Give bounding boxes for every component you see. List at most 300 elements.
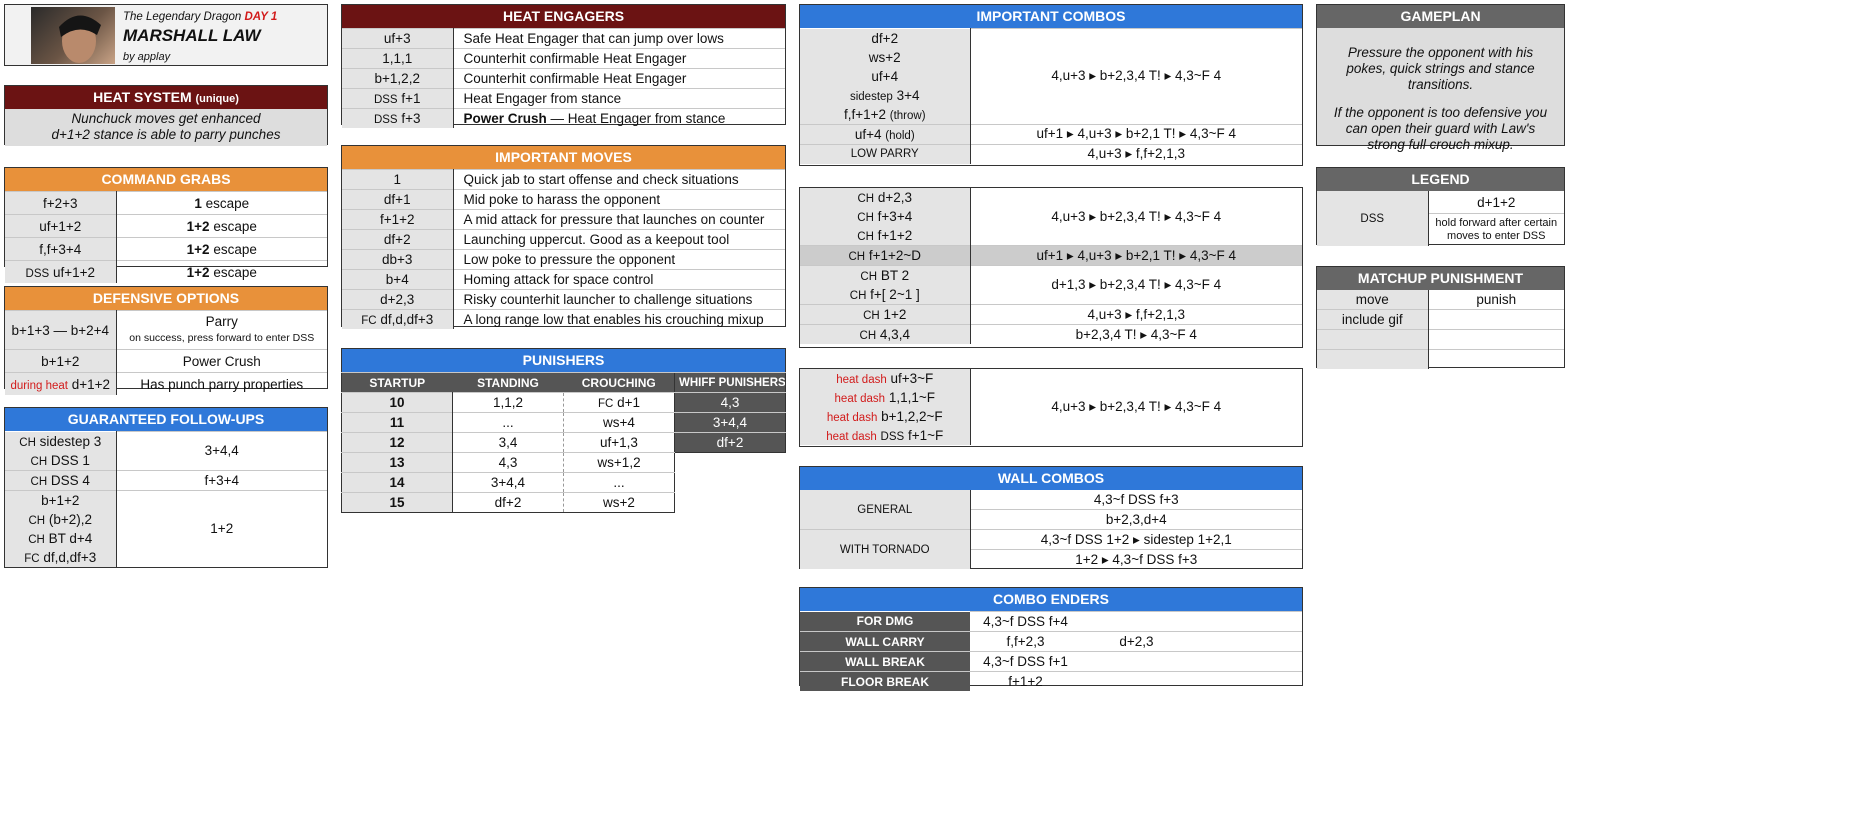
grab-input bbox=[5, 261, 116, 284]
escape-text: escape bbox=[213, 218, 257, 234]
gameplan-panel bbox=[1316, 4, 1565, 152]
table-row bbox=[342, 290, 785, 310]
table-row bbox=[800, 266, 1302, 286]
launcher-input bbox=[800, 105, 970, 125]
heat-engagers-panel bbox=[341, 4, 786, 125]
escape-text: escape bbox=[205, 195, 250, 211]
combo-route: 4,u+3 ▸ f,f+2,1,3 bbox=[970, 305, 1302, 325]
matchup-col-move: move bbox=[1317, 290, 1428, 310]
legend-panel bbox=[1316, 167, 1565, 245]
table-row bbox=[342, 393, 675, 413]
ender-move: f+1+2 bbox=[970, 672, 1081, 692]
startup: 15 bbox=[342, 493, 453, 513]
defense-input bbox=[5, 373, 116, 396]
combo-route: 4,u+3 ▸ b+2,3,4 T! ▸ 4,3~F 4 bbox=[970, 29, 1302, 125]
table-row bbox=[800, 490, 1302, 510]
table-row bbox=[342, 29, 785, 49]
table-row bbox=[800, 325, 1302, 345]
crouching-text: d+1 bbox=[617, 395, 640, 410]
ender-move: 4,3~f DSS f+4 bbox=[970, 612, 1081, 632]
move-input: b+4 bbox=[342, 270, 453, 290]
whiff-punish: df+2 bbox=[675, 433, 786, 453]
stance-prefix: DSS bbox=[880, 431, 905, 443]
table-row bbox=[342, 250, 785, 270]
followup-input bbox=[5, 510, 116, 529]
move-input-text: 1,1,1 bbox=[382, 51, 413, 66]
ender-move bbox=[1192, 652, 1302, 672]
punishers-header: PUNISHERS bbox=[341, 348, 786, 373]
launcher-input bbox=[800, 86, 970, 105]
character-name: MARSHALL LAW bbox=[123, 26, 261, 45]
table-row bbox=[5, 490, 327, 510]
punishers-panel bbox=[341, 348, 786, 510]
legend-desc: hold forward after certain moves to enter DSS bbox=[1428, 214, 1564, 247]
followup-text: DSS 4 bbox=[50, 472, 90, 488]
escape-key: 1+2 bbox=[186, 264, 210, 280]
important-combos-panel bbox=[799, 4, 1303, 166]
table-row bbox=[342, 433, 675, 453]
followup-result: 3+4,4 bbox=[116, 432, 327, 471]
move-input bbox=[342, 310, 453, 330]
move-input: df+1 bbox=[342, 190, 453, 210]
matchup-punish bbox=[1428, 350, 1564, 370]
counterhit-combos-panel bbox=[799, 187, 1303, 348]
standing-punish: 3+4,4 bbox=[453, 473, 564, 493]
table-row bbox=[342, 453, 675, 473]
followup-result: f+3+4 bbox=[116, 470, 327, 490]
move-input: d+2,3 bbox=[342, 290, 453, 310]
launcher-text: f+1~F bbox=[907, 428, 944, 443]
ch-prefix: CH bbox=[859, 330, 877, 342]
startup: 12 bbox=[342, 433, 453, 453]
followup-text: b+1+2 bbox=[41, 492, 80, 508]
grab-escape bbox=[116, 215, 327, 238]
col-whiff: WHIFF PUNISHERS bbox=[675, 373, 786, 393]
stance-prefix: DSS bbox=[373, 114, 398, 126]
move-input bbox=[342, 29, 453, 49]
table-row bbox=[342, 190, 785, 210]
ender-move: 4,3~f DSS f+1 bbox=[970, 652, 1081, 672]
wall-category: GENERAL bbox=[800, 490, 970, 530]
ender-move: d+2,3 bbox=[1081, 632, 1192, 652]
heat-prefix: during heat bbox=[10, 379, 68, 392]
matchup-punish bbox=[1428, 310, 1564, 330]
crouching-punish: ws+4 bbox=[564, 413, 675, 433]
launcher-input: ws+2 bbox=[800, 48, 970, 67]
heat-system-panel bbox=[4, 85, 328, 145]
followup-input bbox=[5, 529, 116, 548]
launcher-text: f+1+2~D bbox=[868, 248, 922, 263]
launcher-text: f+3+4 bbox=[877, 209, 913, 224]
followup-text: df,d,df+3 bbox=[43, 549, 97, 565]
guaranteed-followups-panel bbox=[4, 407, 328, 568]
throw-suffix: (throw) bbox=[889, 109, 926, 122]
escape-text: escape bbox=[213, 241, 257, 257]
heat-system-title: HEAT SYSTEM bbox=[93, 89, 192, 105]
table-row bbox=[342, 270, 785, 290]
move-input: df+2 bbox=[342, 230, 453, 250]
launcher-text: d+2,3 bbox=[877, 190, 913, 205]
col-startup: STARTUP bbox=[342, 373, 453, 393]
table-row bbox=[342, 49, 785, 69]
power-crush-label: Power Crush bbox=[463, 111, 547, 126]
followup-input bbox=[5, 548, 116, 567]
wall-category: WITH TORNADO bbox=[800, 530, 970, 570]
ender-category: FLOOR BREAK bbox=[800, 672, 970, 692]
launcher-text: 1,1,1~F bbox=[888, 390, 935, 405]
gameplan-para2: If the opponent is too defensive you can open their guard with Law's strong full crouch mixup. bbox=[1333, 105, 1548, 152]
table-row bbox=[1317, 191, 1564, 214]
launcher-text: f+[ 2~1 ] bbox=[870, 287, 920, 302]
table-header-row bbox=[675, 373, 786, 393]
followup-input bbox=[5, 451, 116, 471]
launcher-text: 3+4 bbox=[896, 87, 920, 103]
combos-header: IMPORTANT COMBOS bbox=[800, 5, 1302, 28]
wall-route: 4,3~f DSS 1+2 ▸ sidestep 1+2,1 bbox=[970, 530, 1302, 550]
table-row bbox=[800, 305, 1302, 325]
matchup-punish bbox=[1428, 330, 1564, 350]
standing-punish: 4,3 bbox=[453, 453, 564, 473]
move-input-text: f+3 bbox=[401, 111, 421, 126]
followup-text: DSS 1 bbox=[50, 452, 90, 468]
table-row bbox=[5, 311, 327, 350]
ch-launcher bbox=[800, 188, 970, 207]
move-input bbox=[342, 49, 453, 69]
move-input: db+3 bbox=[342, 250, 453, 270]
heat-dash-prefix: heat dash bbox=[826, 412, 878, 424]
crouching-punish bbox=[564, 393, 675, 413]
table-row bbox=[800, 530, 1302, 550]
combo-route: 4,u+3 ▸ b+2,3,4 T! ▸ 4,3~F 4 bbox=[1051, 208, 1222, 224]
grab-escape bbox=[116, 192, 327, 215]
heat-dash-input bbox=[800, 426, 970, 445]
author: by applay bbox=[123, 51, 171, 63]
table-header-row bbox=[342, 373, 675, 393]
ch-launcher bbox=[800, 226, 970, 246]
important-moves-panel bbox=[341, 145, 786, 327]
table-row bbox=[342, 493, 675, 513]
heat-system-note bbox=[5, 109, 327, 146]
fc-prefix: FC bbox=[24, 552, 40, 565]
wall-route: 1+2 ▸ 4,3~f DSS f+3 bbox=[970, 550, 1302, 570]
table-row bbox=[800, 612, 1302, 632]
table-row bbox=[675, 413, 786, 433]
wall-combos-panel bbox=[799, 466, 1303, 569]
heat-dash-input bbox=[800, 388, 970, 407]
move-input bbox=[342, 109, 453, 129]
hold-suffix: (hold) bbox=[885, 129, 915, 142]
table-row bbox=[342, 109, 785, 129]
table-row bbox=[800, 124, 1302, 144]
table-row bbox=[675, 393, 786, 413]
matchup-move bbox=[1317, 330, 1428, 350]
launcher-text: BT 2 bbox=[880, 268, 910, 283]
move-desc: A long range low that enables his crouching mixup bbox=[453, 310, 785, 330]
table-row bbox=[5, 432, 327, 451]
ender-move bbox=[1192, 632, 1302, 652]
legend-input: d+1+2 bbox=[1477, 194, 1516, 210]
defense-input-text: d+1+2 bbox=[71, 376, 111, 392]
move-desc: Counterhit confirmable Heat Engager bbox=[453, 69, 785, 89]
combo-route: b+2,3,4 T! ▸ 4,3~F 4 bbox=[970, 325, 1302, 345]
gameplan-header: GAMEPLAN bbox=[1317, 5, 1564, 28]
move-desc: Homing attack for space control bbox=[453, 270, 785, 290]
table-row bbox=[1317, 310, 1564, 330]
ch-prefix: CH bbox=[857, 193, 875, 205]
combo-route: uf+1 ▸ 4,u+3 ▸ b+2,1 T! ▸ 4,3~F 4 bbox=[970, 124, 1302, 144]
grab-input: uf+1+2 bbox=[5, 215, 116, 238]
table-row bbox=[675, 433, 786, 453]
combo-enders-panel bbox=[799, 587, 1303, 689]
defense-input: b+1+2 bbox=[5, 350, 116, 373]
whiff-punish: 3+4,4 bbox=[675, 413, 786, 433]
launcher-input: LOW PARRY bbox=[800, 144, 970, 164]
defense-input: b+1+3 — b+2+4 bbox=[5, 311, 116, 350]
defense-desc: Power Crush bbox=[116, 350, 327, 373]
ch-prefix: CH bbox=[30, 475, 48, 488]
move-desc-text: — Heat Engager from stance bbox=[546, 111, 726, 126]
table-row bbox=[800, 672, 1302, 692]
followup-text: (b+2),2 bbox=[48, 511, 93, 527]
standing-punish: 1,1,2 bbox=[453, 393, 564, 413]
ch-prefix: CH bbox=[849, 290, 867, 302]
ch-prefix: CH bbox=[19, 436, 36, 449]
ch-launcher bbox=[800, 325, 970, 345]
ender-move bbox=[1192, 612, 1302, 632]
table-row bbox=[800, 632, 1302, 652]
wall-route: 4,3~f DSS f+3 bbox=[1093, 492, 1179, 507]
ch-launcher bbox=[800, 285, 970, 305]
followup-input bbox=[5, 490, 116, 510]
wall-combos-header: WALL COMBOS bbox=[800, 467, 1302, 490]
heat-dash-input bbox=[800, 407, 970, 426]
matchup-punishment-panel bbox=[1316, 266, 1565, 368]
defense-sub: on success, press forward to enter DSS bbox=[129, 332, 315, 344]
launcher-text: f,f+1+2 bbox=[843, 106, 886, 122]
fc-prefix: FC bbox=[597, 398, 614, 410]
wall-route: b+2,3,d+4 bbox=[970, 510, 1302, 530]
move-desc: Safe Heat Engager that can jump over lows bbox=[453, 29, 785, 49]
launcher-text: b+1,2,2~F bbox=[881, 409, 943, 424]
escape-text: escape bbox=[213, 264, 257, 280]
move-input-text: uf+3 bbox=[383, 31, 411, 46]
move-input-text: b+1,2,2 bbox=[374, 71, 420, 86]
startup: 10 bbox=[342, 393, 453, 413]
face-icon bbox=[31, 7, 115, 64]
grab-input-text: uf+1+2 bbox=[52, 264, 95, 280]
move-input bbox=[342, 89, 453, 109]
character-portrait bbox=[31, 7, 115, 64]
crouching-punish: ws+1,2 bbox=[564, 453, 675, 473]
launcher-text: 4,3,4 bbox=[879, 327, 910, 342]
guaranteed-header: GUARANTEED FOLLOW-UPS bbox=[5, 408, 327, 431]
crouching-punish: uf+1,3 bbox=[564, 433, 675, 453]
followup-text: BT d+4 bbox=[48, 530, 93, 546]
table-row bbox=[342, 473, 675, 493]
heat-dash-combos-panel bbox=[799, 368, 1303, 447]
table-row bbox=[5, 470, 327, 490]
launcher-text: uf+3~F bbox=[890, 371, 934, 386]
move-desc: A mid attack for pressure that launches on counter bbox=[453, 210, 785, 230]
grab-escape bbox=[116, 238, 327, 261]
escape-key: 1 bbox=[194, 195, 202, 211]
heat-system-tag: (unique) bbox=[195, 93, 239, 105]
fc-prefix: FC bbox=[361, 315, 377, 327]
move-desc: Counterhit confirmable Heat Engager bbox=[453, 49, 785, 69]
launcher-text: 1+2 bbox=[883, 307, 907, 322]
heat-dash-prefix: heat dash bbox=[826, 431, 877, 443]
table-row bbox=[342, 413, 675, 433]
defense-desc bbox=[116, 311, 327, 350]
command-grabs-header: COMMAND GRABS bbox=[5, 168, 327, 191]
combo-route: uf+1 ▸ 4,u+3 ▸ b+2,1 T! ▸ 4,3~F 4 bbox=[970, 246, 1302, 266]
followup-result: 1+2 bbox=[116, 490, 327, 567]
ch-prefix: CH bbox=[860, 271, 878, 283]
legend-key: DSS bbox=[1317, 191, 1428, 246]
heat-engagers-header: HEAT ENGAGERS bbox=[342, 5, 785, 28]
table-row bbox=[5, 350, 327, 373]
legend-header: LEGEND bbox=[1317, 168, 1564, 191]
defense-desc: Has punch parry properties bbox=[116, 373, 327, 396]
table-row bbox=[342, 170, 785, 190]
table-row bbox=[5, 215, 327, 238]
ch-launcher bbox=[800, 207, 970, 226]
table-row bbox=[5, 238, 327, 261]
table-row bbox=[342, 89, 785, 109]
table-row bbox=[5, 192, 327, 215]
col-standing: STANDING bbox=[453, 373, 564, 393]
defense-name: Parry bbox=[205, 314, 238, 329]
stance-prefix: DSS bbox=[373, 94, 398, 106]
crouching-punish: ... bbox=[564, 473, 675, 493]
defensive-header: DEFENSIVE OPTIONS bbox=[5, 287, 327, 310]
col-crouching: CROUCHING bbox=[564, 373, 675, 393]
standing-punish: ... bbox=[453, 413, 564, 433]
grab-escape bbox=[116, 261, 327, 284]
move-desc: Mid poke to harass the opponent bbox=[453, 190, 785, 210]
move-desc: Risky counterhit launcher to challenge situations bbox=[453, 290, 785, 310]
ender-move: f,f+2,3 bbox=[970, 632, 1081, 652]
grab-input: f,f+3+4 bbox=[5, 238, 116, 261]
launcher-text: uf+4 bbox=[854, 126, 882, 142]
table-row bbox=[1317, 350, 1564, 370]
ch-launcher bbox=[800, 305, 970, 325]
defensive-options-panel bbox=[4, 286, 328, 392]
ender-move bbox=[1081, 672, 1192, 692]
grab-input: f+2+3 bbox=[5, 192, 116, 215]
table-row bbox=[5, 261, 327, 284]
table-row bbox=[5, 373, 327, 396]
matchup-header: MATCHUP PUNISHMENT bbox=[1317, 267, 1564, 290]
move-input: f+1+2 bbox=[342, 210, 453, 230]
ch-prefix: CH bbox=[28, 514, 46, 527]
title-subtitle: The Legendary Dragon bbox=[123, 11, 242, 23]
table-row bbox=[800, 369, 1302, 388]
move-input bbox=[342, 69, 453, 89]
sidestep-prefix: sidestep bbox=[849, 90, 893, 103]
escape-key: 1+2 bbox=[186, 218, 210, 234]
move-input-text: df,d,df+3 bbox=[380, 312, 434, 327]
crouching-punish: ws+2 bbox=[564, 493, 675, 513]
escape-key: 1+2 bbox=[186, 241, 210, 257]
move-desc bbox=[453, 109, 785, 129]
launcher-text: f+1+2 bbox=[877, 228, 913, 243]
heat-note-line2: d+1+2 stance is able to parry punches bbox=[51, 127, 281, 142]
table-row bbox=[342, 310, 785, 330]
title-day: DAY 1 bbox=[244, 11, 278, 23]
table-row bbox=[800, 29, 1302, 48]
ender-category: FOR DMG bbox=[800, 612, 970, 632]
launcher-input: df+2 bbox=[800, 29, 970, 48]
heat-dash-input bbox=[800, 369, 970, 388]
move-desc: Heat Engager from stance bbox=[453, 89, 785, 109]
move-desc: Quick jab to start offense and check situations bbox=[453, 170, 785, 190]
move-input-text: f+1 bbox=[401, 91, 421, 106]
ender-category: WALL CARRY bbox=[800, 632, 970, 652]
combo-route: 4,u+3 ▸ b+2,3,4 T! ▸ 4,3~F 4 bbox=[1051, 399, 1222, 414]
launcher-input: uf+4 bbox=[800, 67, 970, 86]
table-row bbox=[342, 210, 785, 230]
table-row bbox=[800, 188, 1302, 207]
combo-route: d+1,3 ▸ b+2,3,4 T! ▸ 4,3~F 4 bbox=[970, 266, 1302, 305]
ch-prefix: CH bbox=[848, 251, 866, 263]
standing-punish: 3,4 bbox=[453, 433, 564, 453]
followup-text: sidestep 3 bbox=[39, 433, 102, 449]
launcher-input bbox=[800, 124, 970, 144]
startup: 14 bbox=[342, 473, 453, 493]
ch-prefix: CH bbox=[30, 455, 48, 468]
ender-move bbox=[1081, 612, 1192, 632]
combo-route: 4,u+3 ▸ f,f+2,1,3 bbox=[970, 144, 1302, 164]
ender-category: WALL BREAK bbox=[800, 652, 970, 672]
followup-input bbox=[5, 470, 116, 490]
table-row bbox=[800, 144, 1302, 164]
startup: 11 bbox=[342, 413, 453, 433]
ender-move bbox=[1192, 672, 1302, 692]
move-desc: Launching uppercut. Good as a keepout tool bbox=[453, 230, 785, 250]
startup: 13 bbox=[342, 453, 453, 473]
matchup-move: include gif bbox=[1317, 310, 1428, 330]
gameplan-para1: Pressure the opponent with his pokes, quick strings and stance transitions. bbox=[1346, 45, 1535, 92]
table-row bbox=[1317, 290, 1564, 310]
heat-note-line1: Nunchuck moves get enhanced bbox=[71, 111, 261, 126]
heat-dash-prefix: heat dash bbox=[834, 393, 886, 405]
important-moves-header: IMPORTANT MOVES bbox=[342, 146, 785, 169]
ch-launcher bbox=[800, 246, 970, 266]
ender-move bbox=[1081, 652, 1192, 672]
table-row bbox=[1317, 330, 1564, 350]
move-input: 1 bbox=[342, 170, 453, 190]
ch-prefix: CH bbox=[863, 310, 880, 322]
stance-prefix: DSS bbox=[25, 267, 50, 280]
ch-launcher bbox=[800, 266, 970, 286]
table-row bbox=[800, 246, 1302, 266]
command-grabs-panel bbox=[4, 167, 328, 280]
ch-prefix: CH bbox=[857, 212, 874, 224]
enders-header: COMBO ENDERS bbox=[800, 588, 1302, 611]
table-row bbox=[342, 230, 785, 250]
matchup-move bbox=[1317, 350, 1428, 370]
whiff-punish: 4,3 bbox=[675, 393, 786, 413]
table-row bbox=[342, 69, 785, 89]
followup-input bbox=[5, 432, 116, 451]
heat-dash-prefix: heat dash bbox=[836, 374, 887, 386]
ch-prefix: CH bbox=[857, 231, 874, 243]
standing-punish: df+2 bbox=[453, 493, 564, 513]
move-desc: Low poke to pressure the opponent bbox=[453, 250, 785, 270]
matchup-col-punish: punish bbox=[1476, 292, 1517, 307]
title-card bbox=[4, 4, 328, 66]
